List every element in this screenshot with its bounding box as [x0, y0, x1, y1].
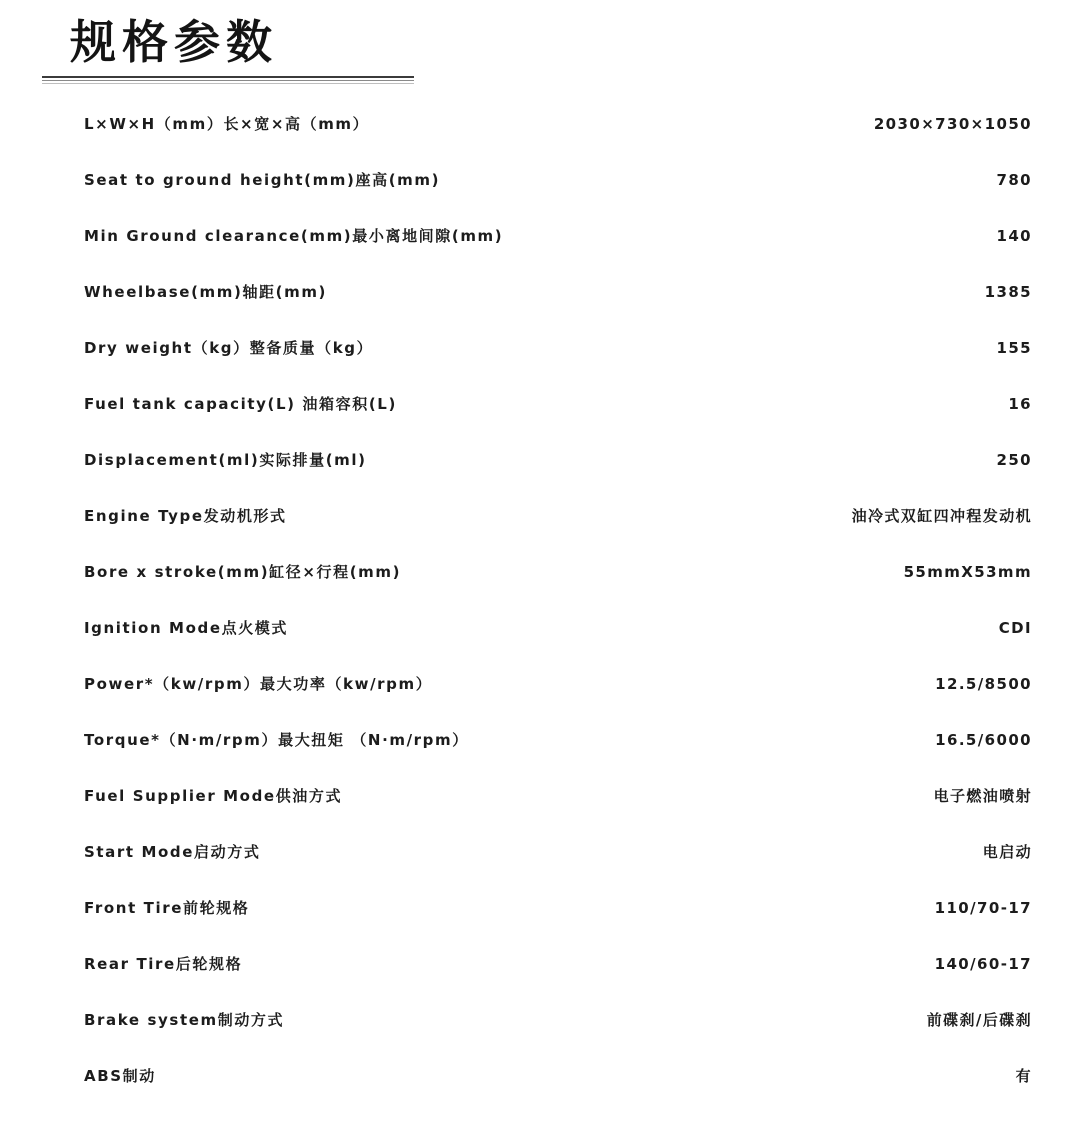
- spec-value: 有: [1015, 1066, 1032, 1085]
- spec-label: Fuel Supplier Mode供油方式: [84, 786, 343, 805]
- spec-label: Wheelbase(mm)轴距(mm): [84, 282, 328, 301]
- table-row: [84, 264, 1032, 320]
- spec-value: 油冷式双缸四冲程发动机: [851, 506, 1032, 525]
- spec-value: 12.5/8500: [935, 674, 1032, 693]
- table-row: [84, 712, 1032, 768]
- spec-value: 16: [1008, 394, 1032, 413]
- divider-line-2: [42, 80, 414, 81]
- spec-label: Rear Tire后轮规格: [84, 954, 243, 973]
- spec-list: [0, 96, 1080, 1104]
- table-row: [84, 936, 1032, 992]
- spec-value: 110/70-17: [934, 898, 1032, 917]
- table-row: [84, 432, 1032, 488]
- spec-value: 250: [996, 450, 1032, 469]
- spec-value: 电子燃油喷射: [933, 786, 1032, 805]
- spec-value: 1385: [984, 282, 1032, 301]
- spec-value: CDI: [998, 618, 1032, 637]
- table-row: [84, 152, 1032, 208]
- spec-label: Front Tire前轮规格: [84, 898, 250, 917]
- spec-label: ABS制动: [84, 1066, 156, 1085]
- table-row: [84, 544, 1032, 600]
- spec-label: Seat to ground height(mm)座高(mm): [84, 170, 441, 189]
- spec-value: 780: [996, 170, 1032, 189]
- spec-label: Min Ground clearance(mm)最小离地间隙(mm): [84, 226, 504, 245]
- table-row: [84, 320, 1032, 376]
- spec-label: Dry weight（kg）整备质量（kg）: [84, 338, 374, 357]
- divider-line-1: [42, 76, 414, 78]
- spec-value: 55mmX53mm: [903, 562, 1032, 581]
- spec-label: Fuel tank capacity(L) 油箱容积(L): [84, 394, 397, 413]
- spec-label: Displacement(ml)实际排量(ml): [84, 450, 367, 469]
- spec-value: 16.5/6000: [935, 730, 1032, 749]
- table-row: [84, 880, 1032, 936]
- spec-value: 2030×730×1050: [873, 114, 1032, 133]
- spec-label: Start Mode启动方式: [84, 842, 261, 861]
- spec-value: 电启动: [982, 842, 1032, 861]
- spec-label: Engine Type发动机形式: [84, 506, 287, 525]
- spec-value: 140/60-17: [934, 954, 1032, 973]
- spec-label: Torque*（N·m/rpm）最大扭矩 （N·m/rpm）: [84, 730, 469, 749]
- spec-label: Bore x stroke(mm)缸径×行程(mm): [84, 562, 402, 581]
- title-divider: [42, 76, 414, 88]
- spec-value: 前碟刹/后碟刹: [926, 1010, 1032, 1029]
- table-row: [84, 488, 1032, 544]
- spec-label: Ignition Mode点火模式: [84, 618, 288, 637]
- table-row: [84, 376, 1032, 432]
- table-row: [84, 96, 1032, 152]
- spec-value: 155: [996, 338, 1032, 357]
- spec-label: L×W×H（mm）长×宽×高（mm）: [84, 114, 370, 133]
- spec-label: Brake system制动方式: [84, 1010, 285, 1029]
- spec-value: 140: [996, 226, 1032, 245]
- table-row: [84, 208, 1032, 264]
- page-header: [0, 0, 1080, 88]
- table-row: [84, 824, 1032, 880]
- spec-label: Power*（kw/rpm）最大功率（kw/rpm）: [84, 674, 433, 693]
- divider-line-3: [42, 83, 414, 84]
- table-row: [84, 600, 1032, 656]
- table-row: [84, 992, 1032, 1048]
- table-row: [84, 768, 1032, 824]
- page-title: 规格参数: [70, 15, 278, 69]
- table-row: [84, 1048, 1032, 1104]
- table-row: [84, 656, 1032, 712]
